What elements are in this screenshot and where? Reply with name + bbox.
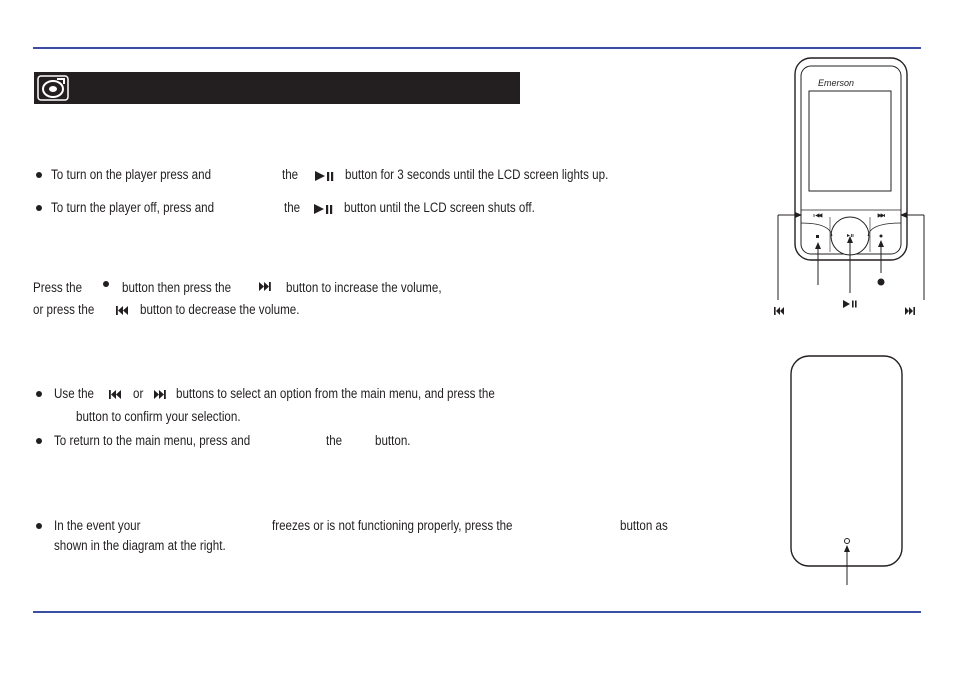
menu-item2-end: button.: [375, 433, 411, 448]
volume-line1-mid: button then press the: [122, 280, 232, 295]
menu-item2-the: the: [326, 433, 343, 448]
power-on-text-end: button for 3 seconds until the LCD screen lights up.: [345, 167, 609, 182]
power-off-text-end: button until the LCD screen shuts off.: [344, 200, 535, 215]
brand-logo-text: Emerson: [818, 78, 855, 88]
play-pause-icon: [315, 170, 335, 182]
play-pause-icon: [314, 203, 334, 215]
power-off-text-start: To turn the player off, press and: [51, 200, 215, 215]
volume-line1-end: button to increase the volume,: [286, 280, 442, 295]
bottom-divider-rule: [33, 611, 921, 613]
menu-item2-start: To return to the main menu, press and: [54, 433, 251, 448]
menu-item1-end: buttons to select an option from the main menu, and press the: [176, 386, 495, 401]
bullet: [36, 523, 42, 529]
previous-track-icon: [116, 306, 128, 315]
menu-item1-cont: button to confirm your selection.: [76, 409, 241, 424]
menu-item1-start: Use the: [54, 386, 95, 401]
power-on-text-start: To turn on the player press and: [51, 167, 212, 182]
player-back-diagram: [785, 350, 910, 590]
section-disc-icon: [37, 75, 69, 101]
menu-dot-icon: [103, 281, 109, 287]
bullet: [36, 391, 42, 397]
bullet: [36, 205, 42, 211]
reset-item-end: button as: [620, 518, 668, 533]
section-header-bar: [34, 72, 520, 104]
reset-item-start: In the event your: [54, 518, 141, 533]
menu-item1-or: or: [133, 386, 144, 401]
volume-line1-start: Press the: [33, 280, 83, 295]
power-off-text-the: the: [284, 200, 301, 215]
volume-line2-start: or press the: [33, 302, 95, 317]
volume-line2-end: button to decrease the volume.: [140, 302, 300, 317]
bullet: [36, 438, 42, 444]
top-divider-rule: [33, 47, 921, 49]
reset-item-mid: freezes or is not functioning properly, press the: [272, 518, 513, 533]
previous-track-icon: [109, 390, 121, 399]
next-track-icon: [154, 390, 166, 399]
bullet: [36, 172, 42, 178]
player-front-diagram: [770, 55, 930, 325]
power-on-text-the: the: [282, 167, 299, 182]
next-track-icon: [259, 282, 271, 291]
reset-item-cont: shown in the diagram at the right.: [54, 538, 226, 553]
